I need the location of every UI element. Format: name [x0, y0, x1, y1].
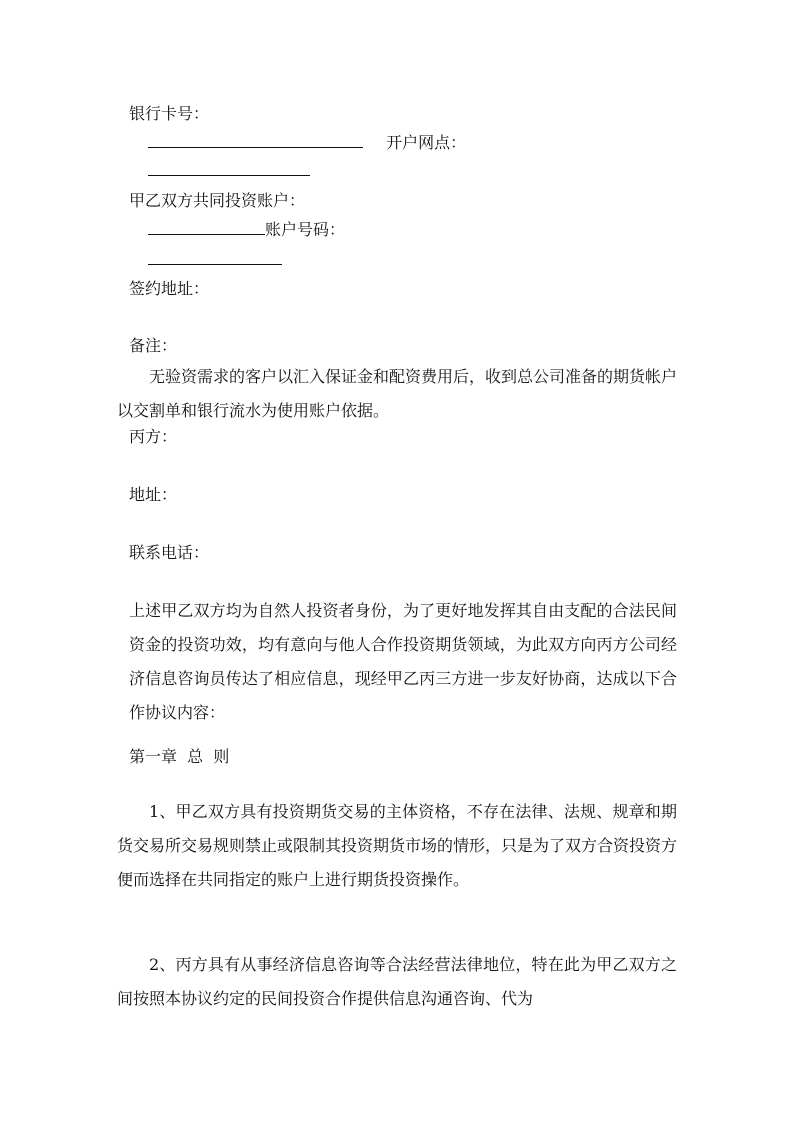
party-c-address-label: 地址：: [129, 485, 178, 504]
bank-card-blank[interactable]: [148, 133, 363, 148]
chapter-1-title: 第一章 总 则: [129, 747, 230, 766]
party-c-label: 丙方：: [129, 427, 178, 446]
bank-card-row: [148, 132, 466, 154]
party-c-phone-label: 联系电话：: [129, 543, 210, 562]
account-number-blank[interactable]: [148, 250, 282, 265]
branch-row: [148, 160, 310, 182]
joint-account-label: 甲乙双方共同投资账户：: [129, 191, 306, 210]
sign-address-label: 签约地址：: [129, 279, 210, 298]
account-number-label: 账户号码：: [265, 220, 346, 239]
branch-blank[interactable]: [148, 161, 310, 176]
account-number-row: [148, 249, 282, 271]
joint-account-row: [148, 219, 345, 241]
joint-account-blank[interactable]: [148, 220, 265, 235]
bank-card-label: 银行卡号：: [129, 104, 210, 123]
clause-2: 2、丙方具有从事经济信息咨询等合法经营法律地位，特在此为甲乙双方之间按照本协议约定的民间投资合作提供信息沟通咨询、代为: [117, 955, 677, 1008]
branch-label: 开户网点：: [386, 133, 467, 152]
clause-1: 1、甲乙双方具有投资期货交易的主体资格，不存在法律、法规、规章和期货交易所交易规则禁止或限制其投资期货市场的情形，只是为了双方合资投资方便而选择在共同指定的账户上进行期货投资操作。: [117, 802, 678, 889]
intro-paragraph: 上述甲乙双方均为自然人投资者身份，为了更好地发挥其自由支配的合法民间资金的投资功效，均有意向与他人合作投资期货领域，为此双方向丙方公司经济信息咨询员传达了相应信息，现经甲乙丙三方进一步友好协商，达成以下合作协议内容：: [129, 601, 677, 722]
remarks-text: 无验资需求的客户以汇入保证金和配资费用后，收到总公司准备的期货帐户以交割单和银行流水为使用账户依据。: [117, 367, 678, 420]
remarks-label: 备注：: [129, 336, 178, 355]
